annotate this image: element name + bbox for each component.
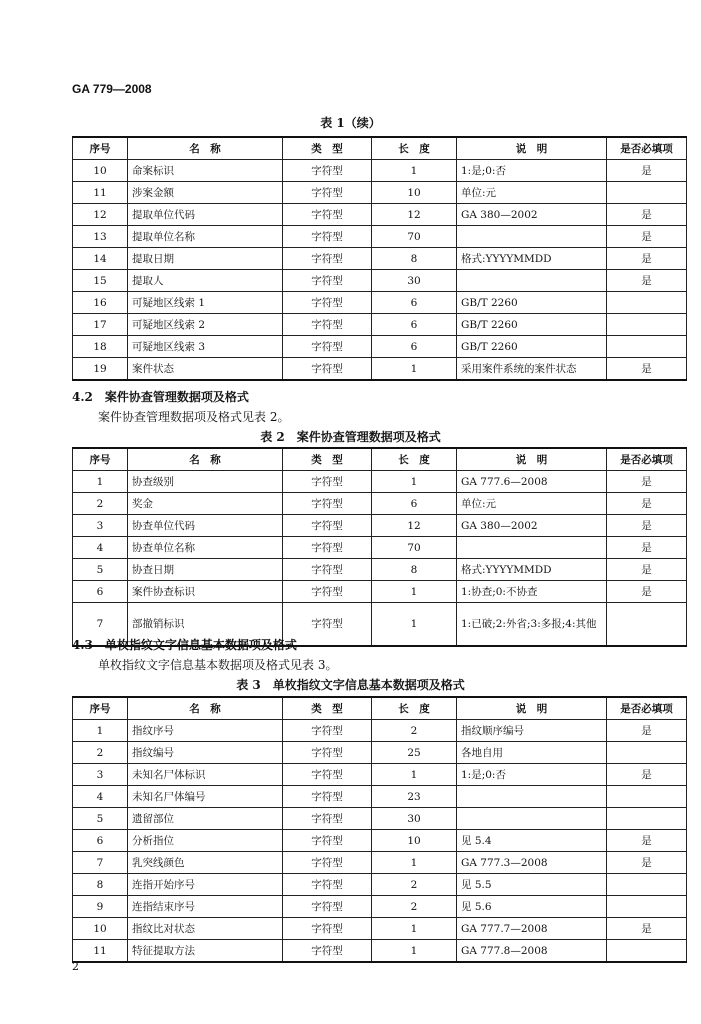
cell-col-length: 6 — [372, 314, 457, 336]
table-row — [73, 226, 687, 248]
cell-col-name: 指纹比对状态 — [128, 918, 283, 940]
cell-col-serial: 9 — [73, 896, 128, 918]
cell-col-type: 字符型 — [283, 537, 372, 559]
cell-col-serial: 2 — [73, 742, 128, 764]
cell-col-required — [607, 314, 687, 336]
cell-col-length: 8 — [372, 248, 457, 270]
cell-col-required: 是 — [607, 493, 687, 515]
cell-col-serial: 8 — [73, 874, 128, 896]
cell-col-required: 是 — [607, 720, 687, 742]
cell-col-length: 1 — [372, 918, 457, 940]
cell-col-type: 字符型 — [283, 270, 372, 292]
cell-col-serial: 5 — [73, 808, 128, 830]
cell-col-name: 部撤销标识 — [128, 603, 283, 647]
table-1-caption: 表 1（续） — [320, 116, 381, 130]
table-row — [73, 292, 687, 314]
cell-col-description: GA 380—2002 — [457, 204, 607, 226]
cell-col-length: 6 — [372, 493, 457, 515]
cell-col-serial: 1 — [73, 471, 128, 493]
cell-col-type: 字符型 — [283, 493, 372, 515]
cell-col-required: 是 — [607, 852, 687, 874]
table-row — [73, 896, 687, 918]
cell-col-description: 见 5.4 — [457, 830, 607, 852]
cell-col-description: 1:是;0:否 — [457, 160, 607, 182]
table-2-caption: 表 2 案件协查管理数据项及格式 — [260, 430, 441, 444]
header-col-required: 是否必填项 — [607, 697, 687, 720]
cell-col-name: 特征提取方法 — [128, 940, 283, 963]
cell-col-required — [607, 603, 687, 647]
cell-col-length: 6 — [372, 336, 457, 358]
cell-col-name: 协查日期 — [128, 559, 283, 581]
cell-col-length: 2 — [372, 720, 457, 742]
section-4-2-text: 案件协查管理数据项及格式见表 2。 — [98, 410, 290, 424]
cell-col-length: 10 — [372, 182, 457, 204]
cell-col-type: 字符型 — [283, 336, 372, 358]
cell-col-description: 采用案件系统的案件状态 — [457, 358, 607, 381]
document-id: GA 779—2008 — [72, 82, 152, 96]
table-row — [73, 358, 687, 381]
cell-col-description: GA 380—2002 — [457, 515, 607, 537]
table-row — [73, 314, 687, 336]
cell-col-description: 见 5.6 — [457, 896, 607, 918]
cell-col-length: 1 — [372, 581, 457, 603]
cell-col-description: 格式:YYYYMMDD — [457, 559, 607, 581]
cell-col-required: 是 — [607, 764, 687, 786]
table-row — [73, 182, 687, 204]
cell-col-type: 字符型 — [283, 764, 372, 786]
cell-col-type: 字符型 — [283, 603, 372, 647]
section-4-3-text: 单枚指纹文字信息基本数据项及格式见表 3。 — [98, 658, 338, 672]
page-number: 2 — [72, 960, 79, 973]
table-row — [73, 720, 687, 742]
table-row — [73, 808, 687, 830]
cell-col-serial: 16 — [73, 292, 128, 314]
cell-col-serial: 3 — [73, 764, 128, 786]
table-row — [73, 559, 687, 581]
cell-col-length: 1 — [372, 358, 457, 381]
cell-col-name: 案件协查标识 — [128, 581, 283, 603]
table-row — [73, 515, 687, 537]
cell-col-name: 分析指位 — [128, 830, 283, 852]
cell-col-name: 未知名尸体编号 — [128, 786, 283, 808]
cell-col-length: 8 — [372, 559, 457, 581]
cell-col-length: 30 — [372, 808, 457, 830]
header-col-name: 名 称 — [128, 448, 283, 471]
header-col-description: 说 明 — [457, 137, 607, 160]
header-col-type: 类 型 — [283, 137, 372, 160]
header-col-description: 说 明 — [457, 697, 607, 720]
cell-col-type: 字符型 — [283, 786, 372, 808]
table-row — [73, 852, 687, 874]
cell-col-type: 字符型 — [283, 204, 372, 226]
cell-col-required: 是 — [607, 581, 687, 603]
cell-col-name: 可疑地区线索 1 — [128, 292, 283, 314]
header-col-type: 类 型 — [283, 697, 372, 720]
table-row — [73, 160, 687, 182]
table-row — [73, 248, 687, 270]
cell-col-type: 字符型 — [283, 896, 372, 918]
cell-col-type: 字符型 — [283, 314, 372, 336]
cell-col-required: 是 — [607, 537, 687, 559]
cell-col-type: 字符型 — [283, 852, 372, 874]
cell-col-serial: 10 — [73, 918, 128, 940]
cell-col-type: 字符型 — [283, 940, 372, 963]
cell-col-name: 未知名尸体标识 — [128, 764, 283, 786]
header-col-required: 是否必填项 — [607, 137, 687, 160]
table-3 — [72, 696, 687, 963]
cell-col-required: 是 — [607, 471, 687, 493]
cell-col-name: 可疑地区线索 2 — [128, 314, 283, 336]
cell-col-length: 12 — [372, 515, 457, 537]
cell-col-required: 是 — [607, 226, 687, 248]
cell-col-serial: 18 — [73, 336, 128, 358]
cell-col-required: 是 — [607, 918, 687, 940]
cell-col-description — [457, 537, 607, 559]
cell-col-required — [607, 742, 687, 764]
cell-col-required: 是 — [607, 515, 687, 537]
cell-col-required: 是 — [607, 160, 687, 182]
cell-col-required — [607, 292, 687, 314]
table-header-row — [73, 137, 687, 160]
cell-col-description: GB/T 2260 — [457, 336, 607, 358]
header-col-description: 说 明 — [457, 448, 607, 471]
cell-col-description: 1:协查;0:不协查 — [457, 581, 607, 603]
table-row — [73, 940, 687, 963]
cell-col-type: 字符型 — [283, 720, 372, 742]
cell-col-serial: 17 — [73, 314, 128, 336]
table-row — [73, 874, 687, 896]
cell-col-description — [457, 226, 607, 248]
cell-col-description — [457, 808, 607, 830]
table-row — [73, 764, 687, 786]
header-col-length: 长 度 — [372, 137, 457, 160]
cell-col-serial: 14 — [73, 248, 128, 270]
cell-col-type: 字符型 — [283, 559, 372, 581]
cell-col-serial: 4 — [73, 786, 128, 808]
cell-col-name: 提取单位代码 — [128, 204, 283, 226]
cell-col-serial: 6 — [73, 581, 128, 603]
cell-col-description: 单位:元 — [457, 493, 607, 515]
cell-col-type: 字符型 — [283, 830, 372, 852]
cell-col-required: 是 — [607, 358, 687, 381]
header-col-serial: 序号 — [73, 137, 128, 160]
cell-col-serial: 7 — [73, 852, 128, 874]
header-col-type: 类 型 — [283, 448, 372, 471]
cell-col-description: GA 777.7—2008 — [457, 918, 607, 940]
cell-col-description: 1:是;0:否 — [457, 764, 607, 786]
cell-col-length: 1 — [372, 603, 457, 647]
cell-col-length: 2 — [372, 874, 457, 896]
cell-col-length: 30 — [372, 270, 457, 292]
cell-col-serial: 12 — [73, 204, 128, 226]
cell-col-name: 奖金 — [128, 493, 283, 515]
cell-col-description — [457, 270, 607, 292]
cell-col-name: 命案标识 — [128, 160, 283, 182]
cell-col-type: 字符型 — [283, 160, 372, 182]
cell-col-serial: 6 — [73, 830, 128, 852]
cell-col-description: 指纹顺序编号 — [457, 720, 607, 742]
cell-col-name: 指纹序号 — [128, 720, 283, 742]
cell-col-name: 协查单位代码 — [128, 515, 283, 537]
cell-col-required: 是 — [607, 248, 687, 270]
cell-col-serial: 4 — [73, 537, 128, 559]
cell-col-type: 字符型 — [283, 358, 372, 381]
cell-col-type: 字符型 — [283, 515, 372, 537]
table-row — [73, 830, 687, 852]
cell-col-length: 1 — [372, 940, 457, 963]
cell-col-serial: 10 — [73, 160, 128, 182]
cell-col-description: GB/T 2260 — [457, 314, 607, 336]
cell-col-serial: 1 — [73, 720, 128, 742]
cell-col-length: 1 — [372, 852, 457, 874]
cell-col-name: 协查单位名称 — [128, 537, 283, 559]
cell-col-required: 是 — [607, 830, 687, 852]
cell-col-required: 是 — [607, 204, 687, 226]
table-row — [73, 537, 687, 559]
cell-col-type: 字符型 — [283, 182, 372, 204]
cell-col-length: 25 — [372, 742, 457, 764]
cell-col-name: 遗留部位 — [128, 808, 283, 830]
cell-col-required — [607, 182, 687, 204]
cell-col-description: GA 777.8—2008 — [457, 940, 607, 963]
cell-col-type: 字符型 — [283, 808, 372, 830]
cell-col-name: 提取人 — [128, 270, 283, 292]
section-4-3-heading: 4.3 单枚指纹文字信息基本数据项及格式 — [72, 638, 297, 652]
cell-col-serial: 15 — [73, 270, 128, 292]
cell-col-type: 字符型 — [283, 248, 372, 270]
cell-col-required — [607, 808, 687, 830]
header-col-required: 是否必填项 — [607, 448, 687, 471]
cell-col-serial: 13 — [73, 226, 128, 248]
cell-col-serial: 19 — [73, 358, 128, 381]
cell-col-name: 提取单位名称 — [128, 226, 283, 248]
cell-col-length: 1 — [372, 471, 457, 493]
cell-col-type: 字符型 — [283, 918, 372, 940]
cell-col-description: GA 777.6—2008 — [457, 471, 607, 493]
table-3-caption: 表 3 单枚指纹文字信息基本数据项及格式 — [236, 678, 465, 692]
cell-col-length: 1 — [372, 160, 457, 182]
cell-col-serial: 3 — [73, 515, 128, 537]
cell-col-description: 1:已破;2:外省;3:多报;4:其他 — [457, 603, 607, 647]
cell-col-length: 6 — [372, 292, 457, 314]
cell-col-type: 字符型 — [283, 742, 372, 764]
cell-col-name: 连指开始序号 — [128, 874, 283, 896]
cell-col-name: 提取日期 — [128, 248, 283, 270]
header-col-length: 长 度 — [372, 448, 457, 471]
cell-col-type: 字符型 — [283, 581, 372, 603]
cell-col-description: 见 5.5 — [457, 874, 607, 896]
cell-col-required: 是 — [607, 559, 687, 581]
cell-col-type: 字符型 — [283, 292, 372, 314]
cell-col-required: 是 — [607, 270, 687, 292]
cell-col-length: 2 — [372, 896, 457, 918]
cell-col-description: 单位:元 — [457, 182, 607, 204]
cell-col-required — [607, 940, 687, 963]
cell-col-required — [607, 786, 687, 808]
table-row — [73, 918, 687, 940]
cell-col-length: 23 — [372, 786, 457, 808]
cell-col-name: 连指结束序号 — [128, 896, 283, 918]
header-col-name: 名 称 — [128, 697, 283, 720]
cell-col-description: GB/T 2260 — [457, 292, 607, 314]
cell-col-name: 指纹编号 — [128, 742, 283, 764]
cell-col-description: GA 777.3—2008 — [457, 852, 607, 874]
header-col-serial: 序号 — [73, 697, 128, 720]
cell-col-length: 10 — [372, 830, 457, 852]
table-row — [73, 270, 687, 292]
cell-col-serial: 11 — [73, 940, 128, 963]
cell-col-description: 各地自用 — [457, 742, 607, 764]
header-col-length: 长 度 — [372, 697, 457, 720]
cell-col-name: 可疑地区线索 3 — [128, 336, 283, 358]
cell-col-description — [457, 786, 607, 808]
table-row — [73, 471, 687, 493]
cell-col-length: 70 — [372, 537, 457, 559]
header-col-serial: 序号 — [73, 448, 128, 471]
cell-col-serial: 7 — [73, 603, 128, 647]
cell-col-required — [607, 896, 687, 918]
cell-col-required — [607, 336, 687, 358]
table-header-row — [73, 697, 687, 720]
cell-col-serial: 5 — [73, 559, 128, 581]
cell-col-name: 案件状态 — [128, 358, 283, 381]
cell-col-length: 12 — [372, 204, 457, 226]
cell-col-serial: 2 — [73, 493, 128, 515]
section-4-2-heading: 4.2 案件协查管理数据项及格式 — [72, 390, 249, 404]
table-header-row — [73, 448, 687, 471]
cell-col-name: 协查级别 — [128, 471, 283, 493]
cell-col-type: 字符型 — [283, 471, 372, 493]
table-row — [73, 336, 687, 358]
cell-col-required — [607, 874, 687, 896]
cell-col-type: 字符型 — [283, 874, 372, 896]
cell-col-name: 乳突线颜色 — [128, 852, 283, 874]
cell-col-description: 格式:YYYYMMDD — [457, 248, 607, 270]
cell-col-length: 1 — [372, 764, 457, 786]
cell-col-type: 字符型 — [283, 226, 372, 248]
table-1 — [72, 136, 687, 381]
header-col-name: 名 称 — [128, 137, 283, 160]
cell-col-length: 70 — [372, 226, 457, 248]
table-row — [73, 204, 687, 226]
table-row — [73, 581, 687, 603]
table-row — [73, 786, 687, 808]
table-row — [73, 742, 687, 764]
cell-col-name: 涉案金额 — [128, 182, 283, 204]
table-2 — [72, 447, 687, 647]
table-row — [73, 493, 687, 515]
cell-col-serial: 11 — [73, 182, 128, 204]
